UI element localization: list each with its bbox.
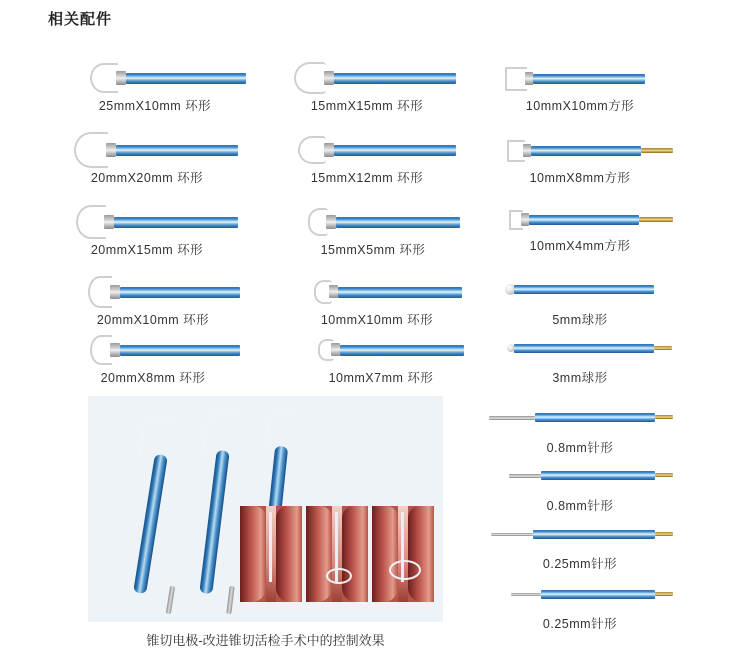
electrode-label: 0.25mm针形 (542, 617, 618, 631)
electrode-shaft (514, 344, 654, 353)
electrode-shaft (120, 345, 240, 356)
gold-wire-tip (654, 346, 672, 350)
procedure-thumbnail-strip (240, 506, 435, 602)
gold-wire-tip (639, 217, 673, 222)
electrode-illustration (485, 576, 675, 616)
electrode-illustration (60, 58, 250, 98)
electrode-shaft (533, 74, 645, 84)
electrode-shaft (529, 215, 639, 225)
electrode-shaft (334, 145, 456, 156)
semi-loop-icon (90, 335, 112, 365)
electrode-illustration (282, 272, 472, 312)
electrode-shaft (340, 345, 464, 356)
tissue-left (372, 506, 398, 602)
electrode-label: 20mmX10mm 环形 (96, 313, 210, 327)
electrode-item[interactable] (485, 58, 675, 120)
electrode-shaft (126, 73, 246, 84)
electrode-label: 5mm球形 (552, 313, 608, 327)
metal-collar (110, 343, 120, 357)
gold-wire-tip (655, 473, 673, 477)
electrode-illustration (485, 130, 675, 170)
electrode-item[interactable] (485, 576, 675, 638)
electrode-illustration (272, 58, 462, 98)
tissue-right (408, 506, 434, 602)
metal-collar (116, 71, 126, 85)
electrode-label: 20mmX8mm 环形 (100, 371, 206, 385)
gold-wire-tip (655, 532, 673, 536)
tissue-right (342, 506, 368, 602)
electrode-illustration (272, 130, 462, 170)
electrode-illustration (485, 198, 675, 238)
round-loop-icon (308, 208, 328, 236)
needle-tip-icon (489, 416, 535, 420)
metal-collar (326, 215, 336, 229)
round-loop-icon (298, 136, 326, 164)
electrode-label: 15mmX12mm 环形 (310, 171, 424, 185)
needle-tip-icon (511, 593, 541, 596)
metal-collar (329, 285, 338, 298)
electrode-shaft (120, 287, 240, 298)
electrode-item[interactable] (485, 458, 675, 520)
electrode-item[interactable] (272, 58, 462, 120)
electrode-item[interactable] (485, 516, 675, 578)
electrode-item[interactable] (282, 272, 472, 334)
metal-collar (324, 143, 334, 157)
electrode-illustration (58, 272, 248, 312)
page-title: 相关配件 (48, 11, 113, 28)
electrode-shaft (116, 145, 238, 156)
electrode-item[interactable] (52, 130, 242, 192)
electrode-item[interactable] (485, 130, 675, 192)
semi-loop-icon (88, 276, 112, 308)
semi-loop-icon (76, 205, 106, 239)
electrode-label: 15mmX15mm 环形 (310, 99, 424, 113)
photo-caption: 锥切电极-改进锥切活检手术中的控制效果 (146, 633, 385, 648)
procedure-thumbnail (240, 506, 302, 602)
cone-metal-tip (226, 586, 234, 614)
electrode-shaft (334, 73, 456, 84)
electrode-item[interactable] (58, 272, 248, 334)
electrode-shaft (533, 530, 655, 539)
electrode-illustration (485, 458, 675, 498)
electrode-label: 20mmX20mm 环形 (90, 171, 204, 185)
electrode-illustration (286, 330, 476, 370)
electrode-illustration (485, 272, 675, 312)
semi-loop-icon (74, 132, 108, 168)
electrode-item[interactable] (485, 272, 675, 334)
loop-ring (326, 568, 352, 584)
cone-electrode-photo[interactable] (88, 396, 443, 622)
gold-wire-tip (655, 592, 673, 596)
gold-wire-tip (655, 415, 673, 419)
metal-collar (331, 343, 340, 356)
electrode-illustration (52, 130, 242, 170)
electrode-illustration (485, 58, 675, 98)
electrode-shaft (514, 285, 654, 294)
electrode-illustration (485, 516, 675, 556)
electrode-label: 10mmX10mm方形 (525, 99, 635, 113)
electrode-shaft (541, 471, 655, 480)
electrode-shaft (114, 217, 238, 228)
electrode-label: 20mmX15mm 环形 (90, 243, 204, 257)
needle-tip-icon (509, 474, 541, 478)
electrode-item[interactable] (60, 58, 250, 120)
tissue-left (240, 506, 266, 602)
metal-collar (104, 215, 114, 229)
electrode-item[interactable] (485, 400, 675, 462)
electrode-item[interactable] (52, 202, 242, 264)
electrode-shaft (336, 217, 460, 228)
loop-ring (389, 560, 421, 580)
electrode-label: 10mmX10mm 环形 (320, 313, 434, 327)
cone-metal-tip (166, 586, 175, 614)
metal-collar (523, 144, 531, 157)
electrode-illustration (278, 202, 468, 242)
electrode-label: 0.25mm针形 (542, 557, 618, 571)
electrode-item[interactable] (278, 202, 468, 264)
cone-handle (133, 454, 168, 594)
semi-loop-icon (90, 63, 118, 93)
round-loop-icon (294, 62, 326, 94)
metal-collar (525, 72, 533, 85)
electrode-illustration (58, 330, 248, 370)
procedure-thumbnail (372, 506, 434, 602)
electrode-label: 10mmX4mm方形 (529, 239, 631, 253)
procedure-thumbnail (306, 506, 368, 602)
electrode-label: 0.8mm针形 (546, 499, 614, 513)
electrode-shaft (338, 287, 462, 298)
square-loop-icon (505, 67, 527, 91)
electrode-item[interactable] (286, 330, 476, 392)
electrode-label: 3mm球形 (552, 371, 608, 385)
electrode-label: 10mmX7mm 环形 (328, 371, 434, 385)
electrode-item[interactable] (272, 130, 462, 192)
electrode-illustration (485, 330, 675, 370)
metal-collar (521, 213, 529, 226)
electrode-label: 25mmX10mm 环形 (98, 99, 212, 113)
electrode-illustration (485, 400, 675, 440)
metal-collar (110, 285, 120, 299)
needle-tip-icon (491, 533, 533, 536)
electrode-item[interactable] (58, 330, 248, 392)
cone-handle (199, 450, 229, 595)
tissue-right (276, 506, 302, 602)
electrode-shaft (531, 146, 641, 156)
instrument-shaft (269, 512, 272, 582)
metal-collar (324, 71, 334, 85)
tissue-left (306, 506, 332, 602)
electrode-shaft (541, 590, 655, 599)
electrode-item[interactable] (485, 198, 675, 260)
electrode-label: 10mmX8mm方形 (529, 171, 631, 185)
metal-collar (106, 143, 116, 157)
electrode-illustration (52, 202, 242, 242)
electrode-label: 0.8mm针形 (546, 441, 614, 455)
electrode-label: 15mmX5mm 环形 (320, 243, 426, 257)
electrode-item[interactable] (485, 330, 675, 392)
electrode-shaft (535, 413, 655, 422)
gold-wire-tip (641, 148, 673, 153)
